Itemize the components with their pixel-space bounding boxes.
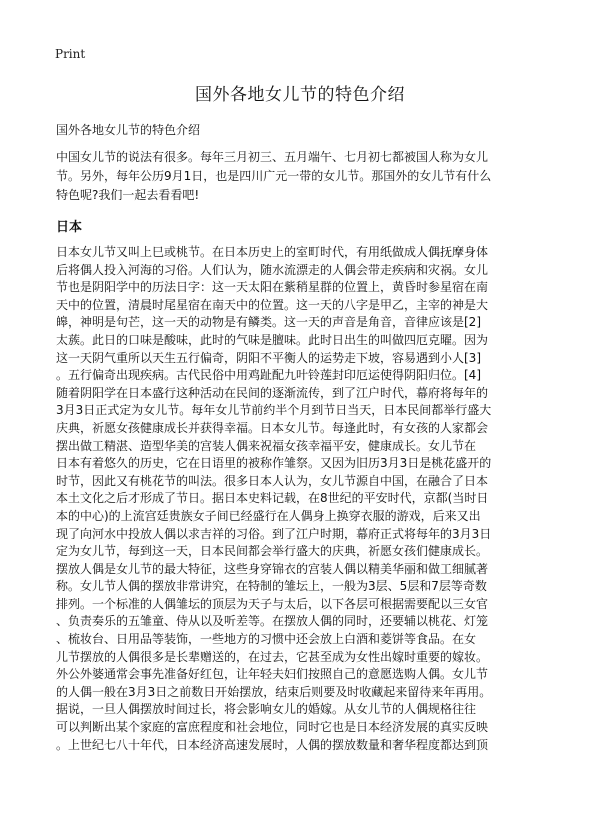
- intro-line: 特色呢?我们一起去看看吧!: [56, 188, 200, 202]
- body-line: 。上世纪七八十年代，日本经济高速发展时，人偶的摆放数量和奢华程度都达到顶: [56, 737, 489, 752]
- body-line: 时节，因此又有桃花节的叫法。很多日本人认为，女儿节源自中国，在融合了日本: [56, 473, 489, 488]
- body-line: 3月3日正式定为女儿节。每年女儿节前约半个月到节日当天，日本民间都举行盛大: [56, 403, 492, 418]
- body-line: 皞，神明是句芒，这一天的动物是有鳞类。这一天的声音是角音，音律应该是[2]: [56, 315, 482, 330]
- section-heading-japan: 日本: [56, 220, 83, 235]
- body-line: 儿节摆放的人偶很多是长辈赠送的，在过去，它甚至成为女性出嫁时重要的嫁妆。: [56, 649, 489, 664]
- body-line: 日本有着悠久的历史，它在日语里的被称作雏祭。又因为旧历3月3日是桃花盛开的: [56, 456, 492, 471]
- body-line: 称。女儿节人偶的摆放非常讲究，在特制的雏坛上，一般为3层、5层和7层等奇数: [56, 579, 487, 594]
- body-paragraph-japan: [56, 244, 554, 754]
- article-subtitle: 国外各地女儿节的特色介绍: [56, 123, 201, 137]
- intro-line: 中国女儿节的说法有很多。每年三月初三、五月端午、七月初七都被国人称为女儿: [56, 150, 489, 164]
- body-line: 可以判断出某个家庭的富庶程度和社会地位，同时它也是日本经济发展的真实反映: [56, 720, 489, 735]
- body-line: 现了向河水中投放人偶以求吉祥的习俗。到了江户时期，幕府正式将每年的3月3日: [56, 526, 492, 541]
- body-line: 、负责奏乐的五雏童、侍从以及听差等。在摆放人偶的同时，还要辅以桃花、灯笼: [56, 614, 489, 629]
- intro-line: 节。另外，每年公历9月1日，也是四川广元一带的女儿节。那国外的女儿节有什么: [56, 169, 492, 183]
- body-line: 摆放人偶是女儿节的最大特征，这些身穿锦衣的宫装人偶以精美华丽和做工细腻著: [56, 561, 489, 576]
- body-line: 摆出做工精湛、造型华美的宫装人偶来祝福女孩幸福平安，健康成长。女儿节在: [56, 438, 477, 453]
- body-line: 据说，一旦人偶摆放时间过长，将会影响女儿的婚嫁。从女儿节的人偶规格往往: [56, 702, 477, 717]
- body-line: 太蔟。此日的口味是酸味，此时的气味是膻味。此时日出生的叫做四厄克曜。因为: [56, 332, 489, 347]
- body-line: 排列。一个标准的人偶雏坛的顶层为天子与太后，以下各层可根据需要配以三女官: [56, 596, 489, 611]
- body-line: 这一天阴气重所以天生五行偏奇，阴阳不平衡人的运势走下坡，容易遇到小人[3]: [56, 350, 482, 365]
- body-line: 、梳妆台、日用品等装饰，一些地方的习惯中还会放上白酒和菱饼等食品。在女: [56, 632, 477, 647]
- body-line: 后将偶人投入河海的习俗。人们认为，随水流漂走的人偶会带走疾病和灾祸。女儿: [56, 262, 489, 277]
- body-line: 本土文化之后才形成了节日。据日本史料记载，在8世纪的平安时代，京都(当时日: [56, 491, 489, 506]
- body-line: 节也是阴阳学中的历法日字：这一天太阳在紫稍星群的位置上，黄昏时参星宿在南: [56, 280, 489, 295]
- body-line: 日本女儿节又叫上巳或桃节。在日本历史上的室町时代，有用纸做成人偶抚摩身体: [56, 245, 489, 259]
- body-line: 庆典，祈愿女孩健康成长并获得幸福。日本女儿节。每逢此时，有女孩的人家都会: [56, 420, 489, 435]
- page-title: 国外各地女儿节的特色介绍: [195, 85, 405, 105]
- intro-paragraph: [56, 148, 554, 205]
- print-link[interactable]: Print: [55, 47, 86, 61]
- body-line: 。五行偏奇出现疾病。古代民俗中用鸡趾配九叶铃莲封印厄运使得阴阳归位。[4]: [56, 368, 482, 383]
- body-line: 本的中心)的上流宫廷贵族女子间已经盛行在人偶身上换穿衣服的游戏，后来又出: [56, 508, 481, 523]
- body-line: 随着阴阳学在日本盛行这种活动在民间的逐渐流传，到了江户时代，幕府将每年的: [56, 385, 489, 400]
- body-line: 外公外婆通常会事先准备好红包，让年轻夫妇们按照自己的意愿选购人偶。女儿节: [56, 667, 489, 682]
- body-line: 定为女儿节，每到这一天，日本民间都会举行盛大的庆典，祈愿女孩们健康成长。: [56, 544, 489, 559]
- body-line: 的人偶一般在3月3日之前数日开始摆放，结束后则要及时收藏起来留待来年再用。: [56, 684, 492, 699]
- body-line: 天中的位置，清晨时尾星宿在南天中的位置。这一天的八字是甲乙，主宰的神是大: [56, 297, 489, 312]
